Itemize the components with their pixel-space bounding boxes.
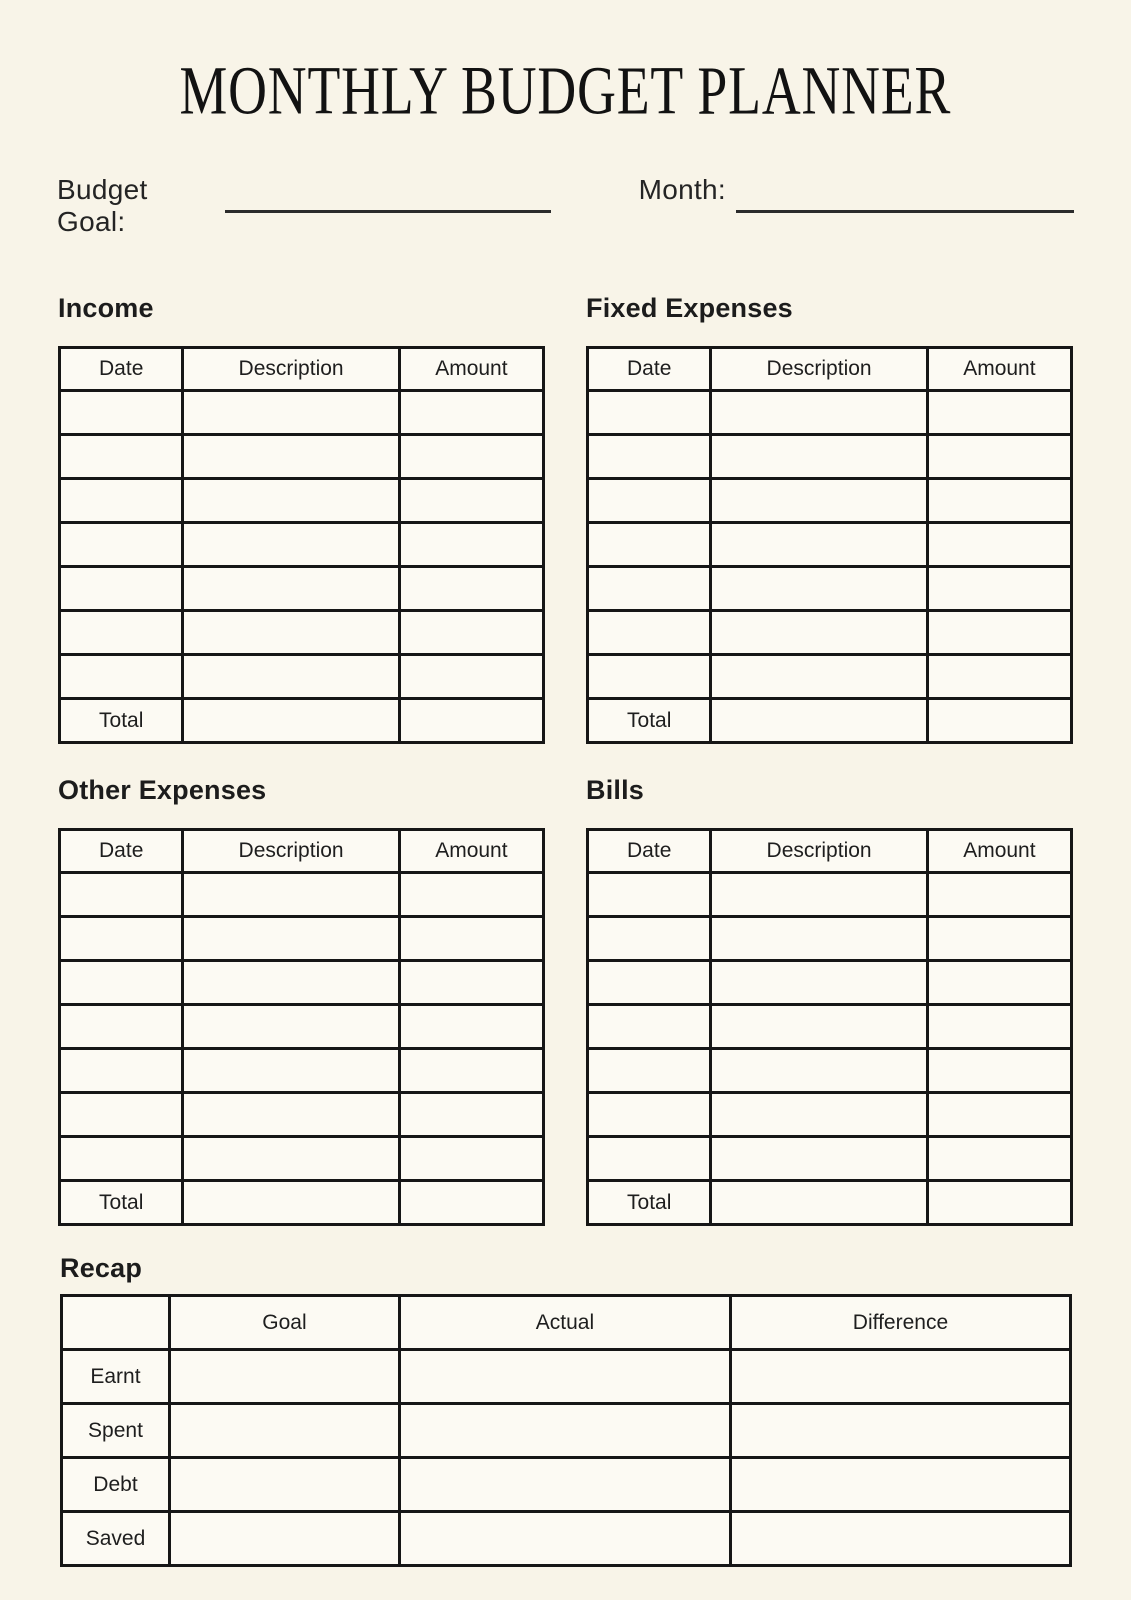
empty-cell[interactable] xyxy=(60,435,183,479)
recap-actual-cell[interactable] xyxy=(400,1350,731,1404)
empty-cell[interactable] xyxy=(183,435,399,479)
empty-cell[interactable] xyxy=(60,1005,183,1049)
budget-goal-input-line[interactable] xyxy=(225,210,551,213)
empty-cell[interactable] xyxy=(183,479,399,523)
table-header-row xyxy=(588,830,1072,873)
budget-goal-field xyxy=(57,174,551,238)
total-row xyxy=(588,1181,1072,1225)
empty-cell[interactable] xyxy=(711,655,927,699)
empty-cell[interactable] xyxy=(60,1137,183,1181)
empty-cell[interactable] xyxy=(399,1005,543,1049)
bills-table xyxy=(586,828,1073,1226)
empty-cell[interactable] xyxy=(183,1005,399,1049)
column-header-date: Date xyxy=(588,830,711,873)
empty-cell[interactable] xyxy=(711,523,927,567)
empty-cell[interactable] xyxy=(588,1137,711,1181)
month-label: Month: xyxy=(638,174,726,205)
empty-cell[interactable] xyxy=(711,435,927,479)
empty-cell[interactable] xyxy=(183,655,399,699)
table-row xyxy=(60,1137,544,1181)
table-row xyxy=(588,1005,1072,1049)
empty-cell[interactable] xyxy=(60,917,183,961)
recap-row-saved xyxy=(62,1512,1071,1566)
column-header-amount: Amount xyxy=(927,830,1071,873)
table-row xyxy=(60,391,544,435)
empty-cell[interactable] xyxy=(60,961,183,1005)
empty-cell[interactable] xyxy=(183,917,399,961)
empty-cell[interactable] xyxy=(711,611,927,655)
recap-goal-cell[interactable] xyxy=(169,1404,399,1458)
total-description-cell[interactable] xyxy=(183,699,399,743)
column-header-amount: Amount xyxy=(399,830,543,873)
header-fields xyxy=(57,174,1074,237)
recap-actual-cell[interactable] xyxy=(400,1458,731,1512)
fixed-expenses-section xyxy=(586,292,1073,744)
table-row xyxy=(588,961,1072,1005)
recap-row-spent xyxy=(62,1404,1071,1458)
total-row xyxy=(588,699,1072,743)
other-expenses-heading: Other Expenses xyxy=(58,775,267,805)
empty-cell[interactable] xyxy=(711,1137,927,1181)
column-header-difference: Difference xyxy=(730,1296,1070,1350)
fixed-expenses-table xyxy=(586,346,1073,744)
empty-cell[interactable] xyxy=(399,523,543,567)
column-header-actual: Actual xyxy=(400,1296,731,1350)
empty-cell[interactable] xyxy=(588,1005,711,1049)
empty-cell[interactable] xyxy=(399,655,543,699)
table-row xyxy=(60,479,544,523)
empty-cell[interactable] xyxy=(183,1137,399,1181)
empty-cell[interactable] xyxy=(399,1093,543,1137)
total-description-cell[interactable] xyxy=(183,1181,399,1225)
empty-cell[interactable] xyxy=(399,873,543,917)
total-description-cell[interactable] xyxy=(711,699,927,743)
recap-row-label: Saved xyxy=(62,1512,170,1566)
empty-cell[interactable] xyxy=(711,479,927,523)
empty-cell[interactable] xyxy=(60,1049,183,1093)
empty-cell[interactable] xyxy=(399,479,543,523)
empty-cell[interactable] xyxy=(927,611,1071,655)
total-row xyxy=(60,1181,544,1225)
income-table xyxy=(58,346,545,744)
income-section xyxy=(58,292,545,744)
recap-goal-cell[interactable] xyxy=(169,1458,399,1512)
recap-section xyxy=(60,1252,1073,1567)
empty-cell[interactable] xyxy=(399,435,543,479)
table-row xyxy=(60,523,544,567)
empty-cell[interactable] xyxy=(588,479,711,523)
recap-row-earnt xyxy=(62,1350,1071,1404)
recap-difference-cell[interactable] xyxy=(730,1512,1070,1566)
title-wrap xyxy=(0,0,1131,128)
other-expenses-table xyxy=(58,828,545,1226)
empty-cell[interactable] xyxy=(183,611,399,655)
table-row xyxy=(588,1093,1072,1137)
total-label: Total xyxy=(588,699,711,743)
total-amount-cell[interactable] xyxy=(399,699,543,743)
empty-cell[interactable] xyxy=(927,917,1071,961)
recap-actual-cell[interactable] xyxy=(400,1404,731,1458)
recap-difference-cell[interactable] xyxy=(730,1350,1070,1404)
table-header-row xyxy=(60,348,544,391)
income-heading: Income xyxy=(58,293,154,323)
total-amount-cell[interactable] xyxy=(399,1181,543,1225)
table-row xyxy=(60,1049,544,1093)
table-row xyxy=(588,873,1072,917)
empty-cell[interactable] xyxy=(60,1093,183,1137)
empty-cell[interactable] xyxy=(927,1137,1071,1181)
recap-row-label: Spent xyxy=(62,1404,170,1458)
tables-row-2 xyxy=(58,774,1073,1226)
column-header-amount: Amount xyxy=(399,348,543,391)
empty-cell[interactable] xyxy=(399,961,543,1005)
table-row xyxy=(60,1093,544,1137)
fixed-expenses-heading: Fixed Expenses xyxy=(586,293,793,323)
other-expenses-section xyxy=(58,774,545,1226)
bills-heading: Bills xyxy=(586,775,645,805)
table-row xyxy=(588,479,1072,523)
table-row xyxy=(60,1005,544,1049)
table-row xyxy=(60,917,544,961)
table-header-row xyxy=(588,348,1072,391)
empty-cell[interactable] xyxy=(927,655,1071,699)
page-title: MONTHLY BUDGET PLANNER xyxy=(179,52,952,129)
table-row xyxy=(60,567,544,611)
table-row xyxy=(60,873,544,917)
empty-cell[interactable] xyxy=(711,917,927,961)
table-row xyxy=(60,961,544,1005)
empty-cell[interactable] xyxy=(183,391,399,435)
empty-cell[interactable] xyxy=(588,873,711,917)
column-header-goal: Goal xyxy=(169,1296,399,1350)
total-amount-cell[interactable] xyxy=(927,699,1071,743)
empty-cell[interactable] xyxy=(927,1093,1071,1137)
empty-cell[interactable] xyxy=(60,611,183,655)
recap-header-row xyxy=(62,1296,1071,1350)
empty-cell[interactable] xyxy=(183,961,399,1005)
empty-cell[interactable] xyxy=(927,567,1071,611)
recap-goal-cell[interactable] xyxy=(169,1350,399,1404)
empty-cell[interactable] xyxy=(927,523,1071,567)
empty-cell[interactable] xyxy=(711,391,927,435)
tables-row-1 xyxy=(58,292,1073,744)
empty-cell[interactable] xyxy=(927,1049,1071,1093)
empty-cell[interactable] xyxy=(60,479,183,523)
empty-cell[interactable] xyxy=(588,435,711,479)
empty-cell[interactable] xyxy=(399,567,543,611)
table-row xyxy=(588,391,1072,435)
empty-cell[interactable] xyxy=(399,611,543,655)
table-row xyxy=(588,1049,1072,1093)
total-label: Total xyxy=(60,699,183,743)
empty-cell[interactable] xyxy=(588,655,711,699)
empty-cell[interactable] xyxy=(588,523,711,567)
empty-cell[interactable] xyxy=(60,873,183,917)
empty-cell[interactable] xyxy=(711,961,927,1005)
recap-row-debt xyxy=(62,1458,1071,1512)
total-label: Total xyxy=(60,1181,183,1225)
table-row xyxy=(588,917,1072,961)
empty-cell[interactable] xyxy=(60,391,183,435)
column-header-description: Description xyxy=(711,348,927,391)
column-header-date: Date xyxy=(60,348,183,391)
empty-cell[interactable] xyxy=(183,1049,399,1093)
empty-cell[interactable] xyxy=(927,873,1071,917)
table-row xyxy=(588,523,1072,567)
recap-row-label: Debt xyxy=(62,1458,170,1512)
empty-cell[interactable] xyxy=(588,1093,711,1137)
empty-cell[interactable] xyxy=(711,873,927,917)
empty-cell[interactable] xyxy=(399,917,543,961)
table-row xyxy=(588,567,1072,611)
empty-cell[interactable] xyxy=(588,567,711,611)
empty-cell[interactable] xyxy=(399,1137,543,1181)
column-header-date: Date xyxy=(588,348,711,391)
empty-cell[interactable] xyxy=(588,917,711,961)
table-row xyxy=(60,655,544,699)
empty-cell[interactable] xyxy=(588,611,711,655)
recap-table xyxy=(60,1294,1072,1567)
empty-cell[interactable] xyxy=(183,1093,399,1137)
empty-cell[interactable] xyxy=(927,961,1071,1005)
empty-cell[interactable] xyxy=(183,523,399,567)
bills-section xyxy=(586,774,1073,1226)
empty-cell[interactable] xyxy=(60,567,183,611)
month-input-line[interactable] xyxy=(736,210,1074,213)
empty-cell[interactable] xyxy=(927,391,1071,435)
table-row xyxy=(60,611,544,655)
total-label: Total xyxy=(588,1181,711,1225)
empty-cell[interactable] xyxy=(60,655,183,699)
empty-cell[interactable] xyxy=(927,1005,1071,1049)
empty-cell[interactable] xyxy=(927,479,1071,523)
table-row xyxy=(588,435,1072,479)
empty-cell[interactable] xyxy=(60,523,183,567)
month-field xyxy=(639,174,1074,206)
empty-cell[interactable] xyxy=(711,1049,927,1093)
column-header-description: Description xyxy=(183,348,399,391)
empty-cell[interactable] xyxy=(711,1005,927,1049)
recap-actual-cell[interactable] xyxy=(400,1512,731,1566)
empty-cell[interactable] xyxy=(183,567,399,611)
empty-cell[interactable] xyxy=(399,1049,543,1093)
empty-cell[interactable] xyxy=(588,1049,711,1093)
column-header-description: Description xyxy=(183,830,399,873)
total-amount-cell[interactable] xyxy=(927,1181,1071,1225)
empty-cell[interactable] xyxy=(588,391,711,435)
table-row xyxy=(60,435,544,479)
budget-goal-label: Budget Goal: xyxy=(57,174,148,237)
recap-row-label: Earnt xyxy=(62,1350,170,1404)
empty-cell[interactable] xyxy=(399,391,543,435)
table-header-row xyxy=(60,830,544,873)
recap-difference-cell[interactable] xyxy=(730,1458,1070,1512)
column-header-date: Date xyxy=(60,830,183,873)
empty-cell[interactable] xyxy=(711,567,927,611)
empty-cell[interactable] xyxy=(183,873,399,917)
recap-heading: Recap xyxy=(60,1253,143,1283)
column-header-amount: Amount xyxy=(927,348,1071,391)
recap-corner-cell xyxy=(62,1296,170,1350)
empty-cell[interactable] xyxy=(588,961,711,1005)
total-description-cell[interactable] xyxy=(711,1181,927,1225)
column-header-description: Description xyxy=(711,830,927,873)
table-row xyxy=(588,1137,1072,1181)
table-row xyxy=(588,655,1072,699)
recap-goal-cell[interactable] xyxy=(169,1512,399,1566)
table-row xyxy=(588,611,1072,655)
empty-cell[interactable] xyxy=(711,1093,927,1137)
total-row xyxy=(60,699,544,743)
empty-cell[interactable] xyxy=(927,435,1071,479)
recap-difference-cell[interactable] xyxy=(730,1404,1070,1458)
